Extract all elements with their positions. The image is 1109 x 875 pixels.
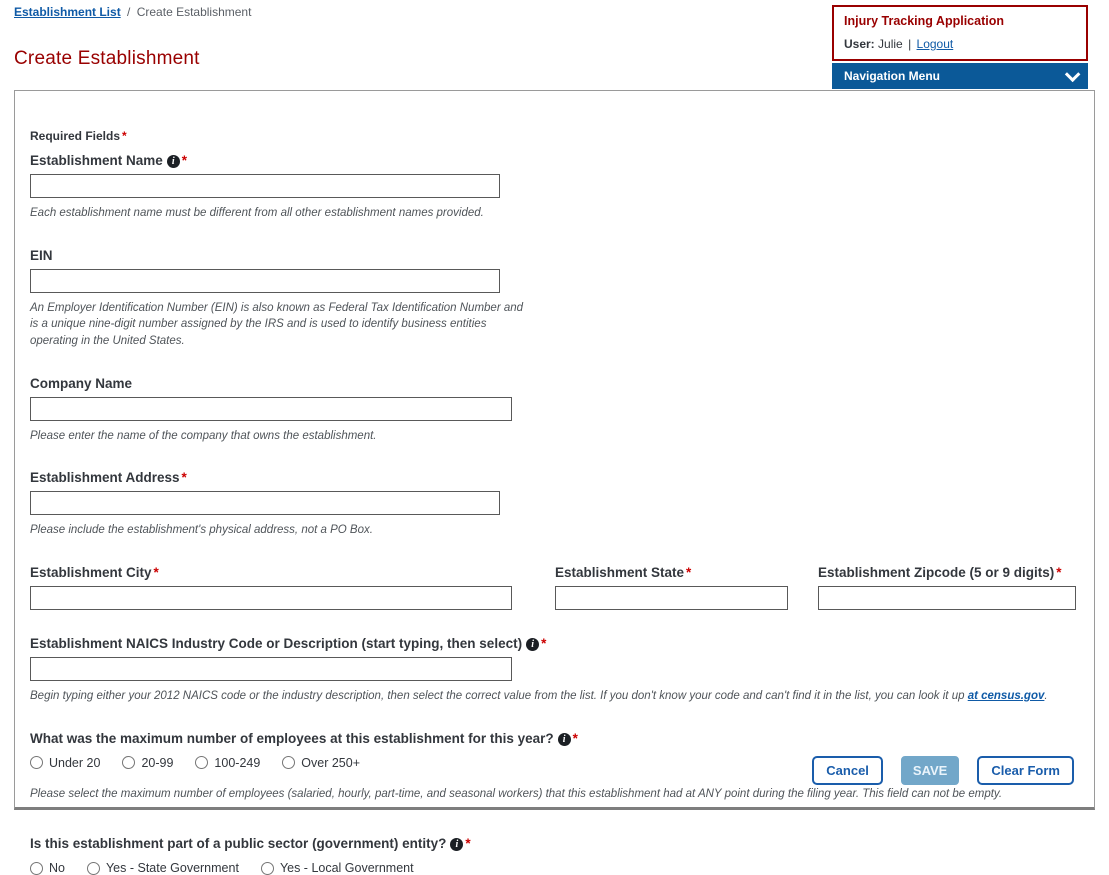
breadcrumb-current: Create Establishment (136, 5, 252, 19)
radio-20-99[interactable]: 20-99 (122, 756, 173, 770)
establishment-zipcode-input[interactable] (818, 586, 1076, 610)
establishment-name-label: Establishment Name i * (30, 153, 188, 168)
required-asterisk: * (1056, 565, 1062, 581)
radio-under-20[interactable]: Under 20 (30, 756, 100, 770)
establishment-address-group (30, 470, 1079, 539)
required-asterisk: * (465, 836, 471, 852)
company-name-input[interactable] (30, 397, 512, 421)
establishment-zipcode-group (818, 565, 1076, 610)
user-line (844, 37, 1076, 51)
establishment-name-group (30, 153, 1079, 222)
required-asterisk: * (181, 470, 187, 486)
form-buttons-row (812, 756, 1074, 785)
ein-help: An Employer Identification Number (EIN) is also known as Federal Tax Identification Number and is a unique nine-digit number assigned by the IRS and is used to identify business entities operating in the United States. (30, 301, 524, 348)
radio-yes-local-government[interactable]: Yes - Local Government (261, 861, 414, 875)
radio-no[interactable]: No (30, 861, 65, 875)
radio-over-250[interactable]: Over 250+ (282, 756, 360, 770)
establishment-name-help: Each establishment name must be different from all other establishment names provided. (30, 207, 484, 219)
save-button[interactable]: SAVE (901, 756, 959, 785)
app-header-box (832, 5, 1088, 61)
clear-form-button[interactable]: Clear Form (977, 756, 1074, 785)
ein-group (30, 248, 1079, 350)
cancel-button[interactable]: Cancel (812, 756, 883, 785)
logout-link[interactable]: Logout (916, 37, 954, 51)
page-title: Create Establishment (14, 48, 200, 69)
ein-input[interactable] (30, 269, 500, 293)
required-fields-label: Required Fields (30, 129, 121, 143)
radio-100-249[interactable]: 100-249 (195, 756, 260, 770)
radio-yes-state-government[interactable]: Yes - State Government (87, 861, 239, 875)
company-name-group (30, 376, 1079, 445)
create-establishment-form (14, 90, 1095, 875)
ein-label: EIN (30, 247, 53, 263)
establishment-zipcode-label: Establishment Zipcode (5 or 9 digits) * (818, 565, 1062, 581)
city-state-zip-row (30, 565, 1079, 610)
public-sector-group (30, 836, 1079, 875)
establishment-city-input[interactable] (30, 586, 512, 610)
user-label: User: (844, 37, 875, 51)
max-employees-help: Please select the maximum number of employees (salaried, hourly, part-time, and seasonal workers) that this establishment had at ANY point during the filing year. This field can not be empty. (30, 787, 1003, 800)
company-name-label: Company Name (30, 375, 133, 391)
establishment-address-input[interactable] (30, 491, 500, 515)
establishment-address-label: Establishment Address * (30, 470, 187, 486)
company-name-help: Please enter the name of the company that owns the establishment. (30, 429, 377, 442)
naics-group (30, 636, 1079, 705)
required-fields-note (30, 129, 1079, 143)
chevron-down-icon (1065, 66, 1081, 82)
radio-button-icon[interactable] (282, 756, 295, 769)
max-employees-question: What was the maximum number of employees at this establishment for this year? i * (30, 730, 578, 746)
radio-button-icon[interactable] (195, 756, 208, 769)
info-icon[interactable]: i (526, 638, 539, 651)
naics-help: Begin typing either your 2012 NAICS code or the industry description, then select the correct value from the list. If you don't know your code and can't find it in the list, you can look it up at census.gov. (30, 690, 1048, 703)
required-asterisk: * (122, 129, 127, 143)
radio-button-icon[interactable] (122, 756, 135, 769)
radio-button-icon[interactable] (30, 862, 43, 875)
navigation-menu-label: Navigation Menu (844, 69, 941, 83)
breadcrumb (14, 5, 251, 19)
radio-button-icon[interactable] (30, 756, 43, 769)
establishment-city-label: Establishment City * (30, 565, 159, 581)
required-asterisk: * (686, 565, 692, 581)
required-asterisk: * (541, 636, 547, 652)
radio-button-icon[interactable] (87, 862, 100, 875)
required-asterisk: * (181, 153, 188, 168)
naics-input[interactable] (30, 657, 512, 681)
user-name: Julie (878, 37, 903, 51)
info-icon[interactable]: i (558, 733, 571, 746)
establishment-name-input[interactable] (30, 174, 500, 198)
naics-label: Establishment NAICS Industry Code or Description (start typing, then select) i * (30, 636, 547, 652)
establishment-address-help: Please include the establishment's physical address, not a PO Box. (30, 524, 373, 537)
public-sector-radio-row (30, 861, 1079, 875)
required-asterisk: * (572, 730, 578, 746)
breadcrumb-separator: / (127, 5, 131, 19)
navigation-menu-bar[interactable] (832, 63, 1088, 89)
breadcrumb-establishment-list-link[interactable]: Establishment List (14, 5, 121, 19)
public-sector-question: Is this establishment part of a public sector (government) entity? i * (30, 836, 471, 852)
info-icon[interactable]: i (450, 838, 463, 851)
radio-button-icon[interactable] (261, 862, 274, 875)
establishment-state-group (555, 565, 788, 610)
establishment-state-label: Establishment State * (555, 565, 692, 581)
app-title: Injury Tracking Application (844, 14, 1004, 28)
app-header-widget (832, 5, 1088, 89)
establishment-city-group (30, 565, 512, 610)
user-separator: | (908, 37, 912, 51)
required-asterisk: * (153, 565, 159, 581)
establishment-state-input[interactable] (555, 586, 788, 610)
info-icon[interactable]: i (167, 155, 180, 168)
census-gov-link[interactable]: at census.gov (967, 690, 1045, 703)
